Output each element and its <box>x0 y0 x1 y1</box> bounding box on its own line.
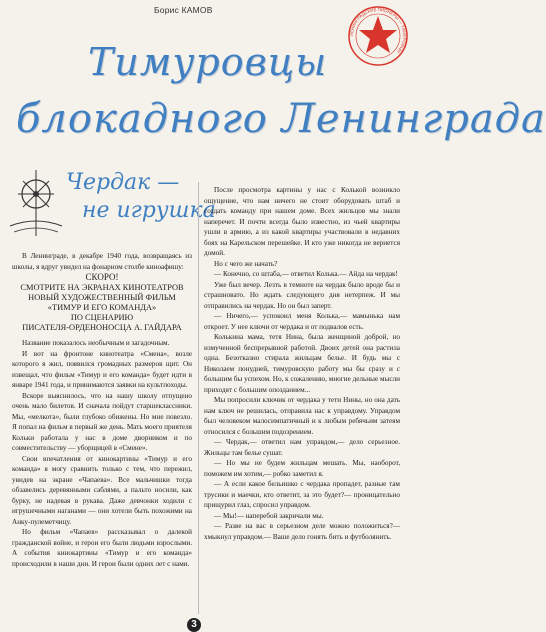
paragraph: Но фильм «Чапаев» рассказывал о далекой гражданской войне, и герои его были людьми взрослыми. А события кинокартины «Тимур и его команда» происходили в наши дни. И герои были одних лет с нами. <box>12 528 192 568</box>
left-column <box>12 251 192 569</box>
paragraph: Свои впечатления от кинокартины «Тимур и его команда» я могу сравнить только с тем, что пережил, увидев на экране «Чапаева». Все мальчишки тогда обзавелись деревянными саблями, а пальто носили, как бурку, не надевая в рукава. Даже девчонки ходили с игрушечными наганами — они хотели быть похожими на Анку-пулеметчицу. <box>12 454 192 526</box>
paragraph: — Ничего,— успокоил меня Колька,— мамынька нам откроет. У нее ключи от чердака и от подвалов есть. <box>204 312 400 331</box>
title-line-1: Тимуровцы <box>88 40 328 84</box>
announce-soon: СКОРО! <box>85 272 119 282</box>
paragraph: — Но мы не будем жильцам мешать. Мы, наоборот, поможем им хотим,— робко заметил я. <box>204 459 400 478</box>
paragraph: После просмотра картины у нас с Колькой возникло ощущение, что нам ничего не стоит оборудовать штаб и создать команду при нашем доме. Всех жильцов мы знали наперечет. И почти всегда было известно, из чьей квартиры ушли в армию, а из какой квартиры участвовали в недавних боях на Карельском перешейке. И кто уже никогда не вернется домой. <box>204 186 400 257</box>
film-announcement <box>12 272 192 333</box>
subtitle-line-2: не игрушка <box>82 198 216 223</box>
badge-ring-text: ЛЕНИНГРАДСКИЕ ПИОНЕРЫ — ТИМУРОВЦЫ <box>348 6 408 55</box>
paragraph: — Мы!— наперебой закричали мы. <box>214 511 324 520</box>
paragraph: В Ленинграде, в декабре 1940 года, возвращаясь из школы, я вдруг увидел на фонарном столбе киноафишу: <box>12 252 192 271</box>
paragraph: — А если какое бельишко с чердака пропадет, разные там трусики и маечки, кто ответит, за это будет?— проницательно прищурил глаз, спросил управдом. <box>204 480 400 509</box>
paragraph: Но с чего же начать? <box>214 259 278 268</box>
announce-line: ПИСАТЕЛЯ-ОРДЕНОНОСЦА А. ГАЙДАРА <box>22 323 182 332</box>
column-divider <box>198 182 199 614</box>
paragraph: — Конечно, со штаба,— ответил Колька.— Айда на чердак! <box>214 270 398 278</box>
red-star-badge <box>346 4 410 68</box>
announce-line: СМОТРИТЕ НА ЭКРАНАХ КИНОТЕАТРОВ <box>20 283 184 292</box>
page-number: 3 <box>187 618 201 632</box>
paragraph: Уже был вечер. Лезть в темноте на чердак было вроде бы и страшновато. Но ждать следующего дня нетерпеж. И мы отправились на чердак. Но он был заперт. <box>204 280 400 310</box>
paragraph: Вскоре выяснилось, что на нашу школу отпущено очень мало билетов. И сначала пойдут старшеклассники. Мы, «мелкота», были глубоко обижены. Но мне повезло. Я попал на фильм в первый же день. Мать моего приятеля Кольки работала у нас в доме дворником и по совместительству — уборщицей в «Смене». <box>12 391 192 452</box>
paragraph: — Разве на вас в серьезном деле можно положиться?— хмыкнул управдом.— Ваше дело гонять бить и футболянить. <box>204 522 400 541</box>
star-icon <box>359 16 397 53</box>
announce-line: ПО СЦЕНАРИЮ <box>70 313 134 322</box>
announce-line: «ТИМУР И ЕГО КОМАНДА» <box>47 303 157 312</box>
paragraph: Название показалось необычным и загадочным. <box>22 339 170 347</box>
ship-wheel-icon <box>6 166 66 242</box>
author-name: Борис КАМОВ <box>154 5 213 15</box>
paragraph: — Чердак,— ответил нам управдом,— дело серьезное. Жильцы там белье сушат. <box>204 438 400 457</box>
paragraph: Мы попросили ключик от чердака у тети Нины, но она дать нам ключ не решилась, отправила нас к управдому. Управдом был человеком малосимпатичный и к любым ребячьим затеям относился с большим подозрением. <box>204 396 400 436</box>
announce-line: НОВЫЙ ХУДОЖЕСТВЕННЫЙ ФИЛЬМ <box>28 293 176 302</box>
paragraph: И вот на фронтоне кинотеатра «Смена», возле которого я жил, появился громадных размеров щит. Он извещал, что фильм «Тимур и его команда» будет идти в январе 1941 года, и принимаются заявки на культпоходы. <box>12 349 192 389</box>
paragraph: Колькина мама, тетя Нина, была женщиной доброй, но измученной беспрерывной работой. Двоих детей она растила одна. Безотказно стирала жильцам белье. И будь мы с Николаем понудней, тимуровскую работу мы бы сразу и с большим бы успехом. Но, к сожалению, многие дельные мысли приходят с большим опозданием... <box>204 333 400 394</box>
title-line-2: блокадного Ленинграда <box>16 96 546 142</box>
right-column <box>204 185 400 542</box>
subtitle-line-1: Чердак — <box>66 170 180 195</box>
